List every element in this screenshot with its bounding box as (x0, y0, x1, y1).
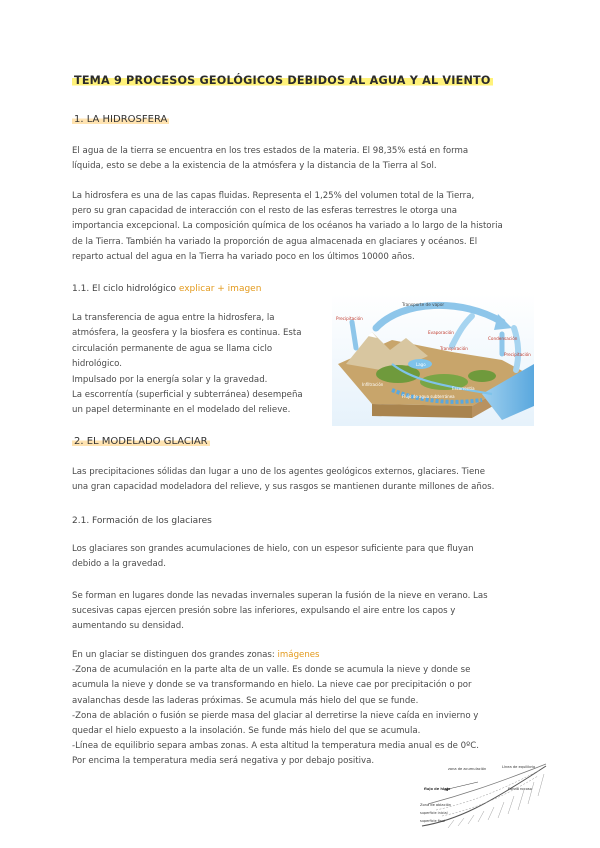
paragraph-zonas-glaciar (72, 648, 479, 770)
paragraph-states-of-water (72, 144, 468, 174)
terrain-side (372, 404, 472, 418)
subsection-formacion-glaciares: 2.1. Formación de los glaciares (72, 516, 212, 526)
diagram-label: Línea de equilibrio (502, 765, 536, 769)
subsection-hint: explicar + imagen (178, 284, 262, 294)
text-line: reparto actual del agua en la Tierra ha variado poco en los últimos 10000 años. (72, 251, 415, 262)
text-line: una gran capacidad modeladora del relieve, y sus rasgos se mantienen durante millones de años. (72, 482, 495, 493)
text-line: -Zona de acumulación en la parte alta de un valle. Es donde se acumula la nieve y donde se (72, 665, 471, 676)
text-line: sucesivas capas ejercen presión sobre las inferiores, expulsando el aire entre los capos y (72, 606, 456, 617)
text-line: El agua de la tierra se encuentra en los tres estados de la materia. El 98,35% está en forma (72, 146, 469, 156)
text-line: Impulsado por la energía solar y la gravedad. (72, 374, 268, 385)
diagram-label: Precipitación (336, 316, 363, 321)
text-line: -Zona de ablación o fusión se pierde masa del glaciar al derretirse la nieve caída en invierno y (72, 710, 479, 721)
paragraph-ciclo-hidrologico (72, 311, 303, 419)
text-line: La escorrentía (superficial y subterránea) desempeña (72, 390, 303, 401)
zones-intro: En un glaciar se distinguen dos grandes zonas: (72, 650, 275, 660)
zones-hint: imágenes (277, 650, 320, 660)
text-line: líquida, esto se debe a la existencia de la atmósfera y la distancia de la Tierra al Sol. (72, 161, 437, 172)
text-line: aumentando su densidad. (72, 621, 184, 632)
water-cycle-diagram (332, 294, 534, 426)
text-line: Por encima la temperatura media será negativa y por debajo positiva. (72, 756, 375, 767)
text-line: pero su gran capacidad de interacción con el resto de las esferas terrestres le otorga una (72, 206, 458, 217)
diagram-label: Fondo rocoso (508, 787, 532, 791)
subsection-title: 1.1. El ciclo hidrológico (72, 284, 176, 294)
text-line: avalanchas desde las laderas próximas. Se acumula más hielo del que se funde. (72, 695, 419, 706)
section-heading-hidrosfera: 1. LA HIDROSFERA (74, 114, 168, 125)
diagram-label: Escorrentía (452, 386, 475, 391)
paragraph-hidrosfera-description (72, 189, 503, 265)
paragraph-glaciares-definicion (72, 542, 474, 572)
text-line: La transferencia de agua entre la hidrosfera, la (72, 313, 275, 323)
forest-area (468, 370, 496, 382)
diagram-label: Infiltración (362, 382, 384, 387)
text-line: Las precipitaciones sólidas dan lugar a uno de los agentes geológicos externos, glaciares. Tiene (72, 467, 485, 477)
text-line: quedar el hielo expuesto a la insolación. Se funde más hielo del que se acumula. (72, 726, 421, 737)
paragraph-formacion (72, 589, 488, 635)
text-line: hidrológico. (72, 359, 122, 370)
diagram-label: Lago (416, 362, 426, 367)
text-line: Los glaciares son grandes acumulaciones de hielo, con un espesor suficiente para que fluyan (72, 544, 474, 554)
diagram-label: superficie final (420, 819, 445, 823)
bedrock-hatching (448, 774, 544, 828)
diagram-label: Flujo de agua subterránea (402, 394, 455, 399)
text-line: atmósfera, la geosfera y la biosfera es continua. Esta (72, 328, 302, 339)
diagram-label: flujo de hielo (424, 787, 451, 791)
text-line: circulación permanente de agua se llama ciclo (72, 343, 273, 354)
diagram-label: Condensación (488, 336, 518, 341)
text-line: La hidrosfera es una de las capas fluidas. Representa el 1,25% del volumen total de la Tierra, (72, 191, 475, 201)
text-line: un papel determinante en el modelado del relieve. (72, 405, 291, 416)
subsection-ciclo-hidrologico (72, 284, 261, 294)
diagram-label: Transpiración (440, 346, 468, 351)
diagram-label: Zona de ablación (420, 803, 452, 807)
paragraph-precipitaciones-solidas (72, 465, 494, 495)
bedrock-line (422, 766, 546, 826)
glacier-zones-diagram (418, 760, 550, 836)
section-heading-modelado-glaciar: 2. EL MODELADO GLACIAR (74, 436, 208, 447)
text-line: de la Tierra. También ha variado la proporción de agua almacenada en glaciares y océanos. El (72, 236, 478, 247)
diagram-label: zona de acumulación (448, 767, 487, 771)
document-title: TEMA 9 PROCESOS GEOLÓGICOS DEBIDOS AL AGUA Y AL VIENTO (74, 74, 491, 87)
text-line: acumula la nieve y donde se va transformando en hielo. La nieve cae por precipitación o por (72, 680, 472, 691)
diagram-label: superficie inicial (420, 811, 448, 815)
diagram-label: Transporte de vapor (402, 302, 445, 307)
glacier-surface-line (428, 764, 546, 804)
diagram-label: Precipitación (504, 352, 531, 357)
text-line: debido a la gravedad. (72, 559, 166, 570)
diagram-label: Evaporación (428, 330, 454, 335)
text-line: importancia excepcional. La composición química de los océanos ha variado a lo largo de la historia (72, 221, 503, 232)
text-line: -Línea de equilibrio separa ambas zonas. A esta altitud la temperatura media anual es de 0ºC. (72, 741, 479, 752)
text-line: Se forman en lugares donde las nevadas invernales superan la fusión de la nieve en verano. Las (72, 591, 488, 601)
text-line (72, 648, 479, 663)
